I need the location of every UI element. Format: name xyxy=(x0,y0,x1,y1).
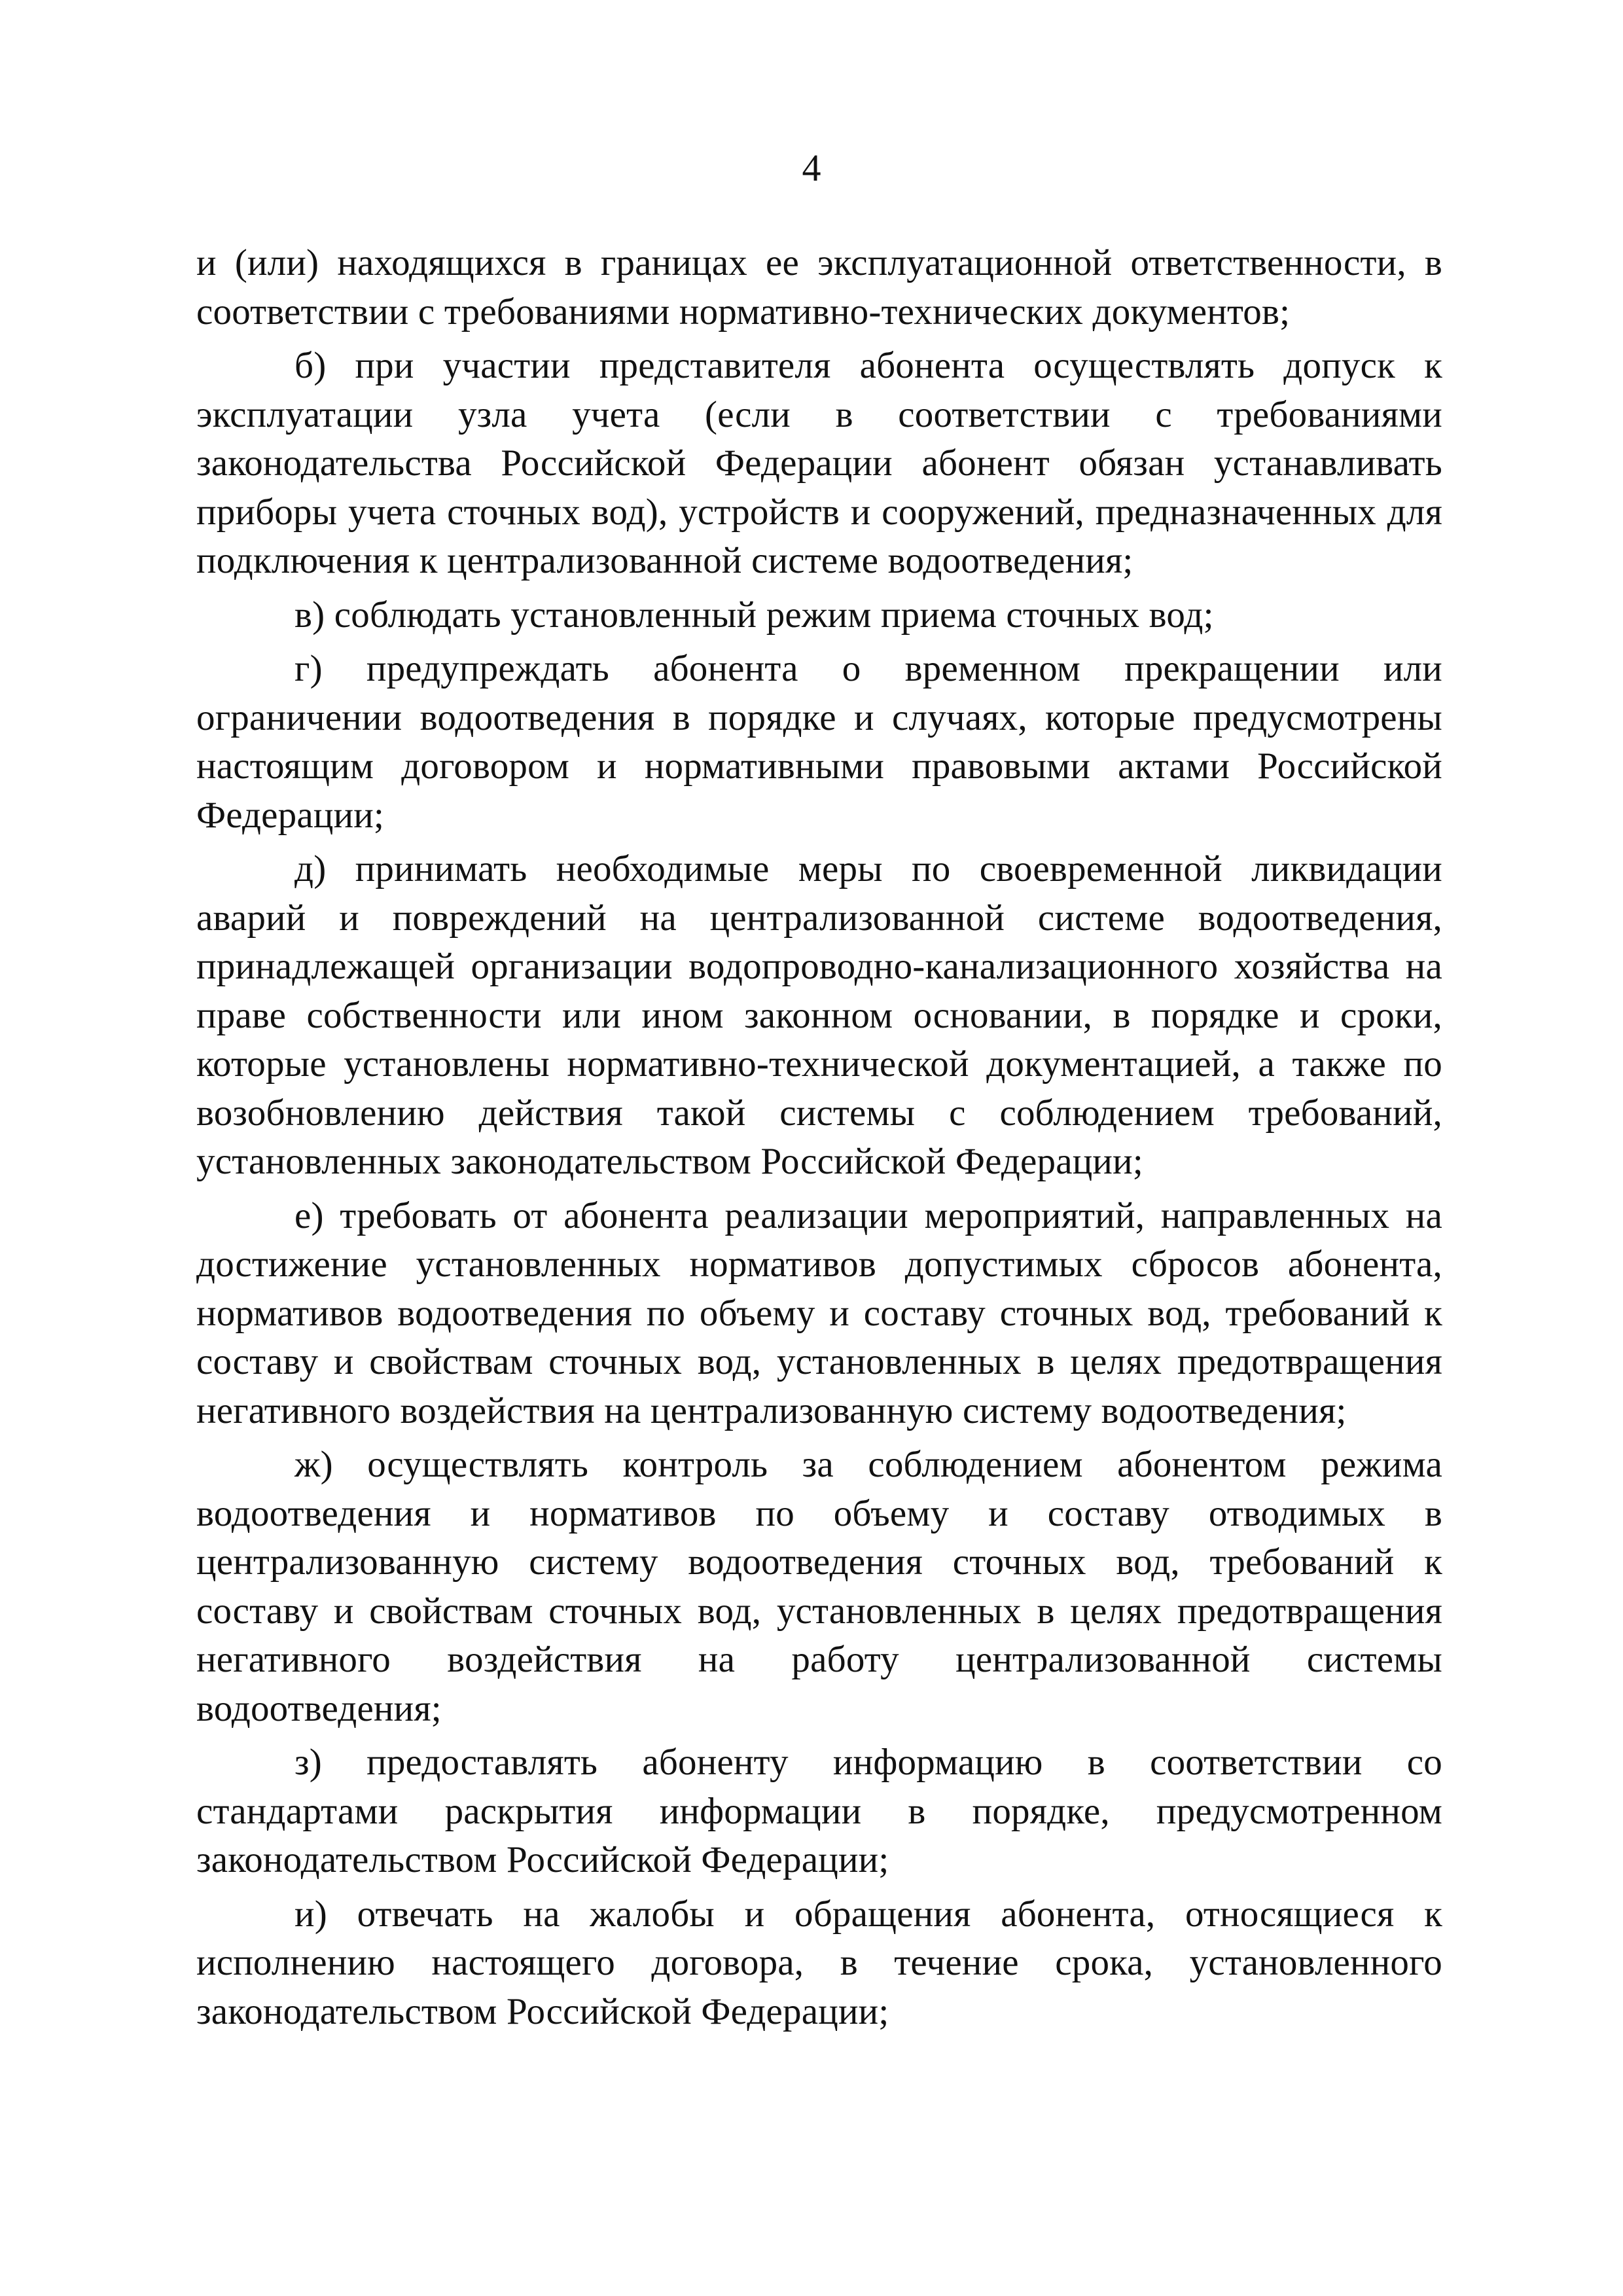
paragraph-item-d: д) принимать необходимые меры по своевременной ликвидации аварий и повреждений на централизованной системе водоотведения, принадлежащей организации водопроводно-канализационного хозяйства на праве собственности или ином законном основании, в порядке и сроки, которые установлены нормативно-технической документацией, а также по возобновлению действия такой системы с соблюдением требований, установленных законодательством Российской Федерации; xyxy=(196,848,1442,1182)
paragraph-item-v: в) соблюдать установленный режим приема сточных вод; xyxy=(294,594,1214,636)
paragraph-item-e: е) требовать от абонента реализации мероприятий, направленных на достижение установленных нормативов допустимых сбросов абонента, нормативов водоотведения по объему и составу сточных вод, требований к составу и свойствам сточных вод, установленных в целях предотвращения негативного воздействия на централизованную систему водоотведения; xyxy=(196,1194,1442,1431)
paragraph-item-b: б) при участии представителя абонента осуществлять допуск к эксплуатации узла учета (если в соответствии с требованиями законодательства Российской Федерации абонент обязан устанавливать приборы учета сточных вод), устройств и сооружений, предназначенных для подключения к централизованной системе водоотведения; xyxy=(196,345,1442,581)
page-number: 4 xyxy=(802,147,821,189)
paragraph-item-zh: ж) осуществлять контроль за соблюдением абонентом режима водоотведения и нормативов по объему и составу отводимых в централизованную систему водоотведения сточных вод, требований к составу и свойствам сточных вод, установленных в целях предотвращения негативного воздействия на работу централизованной системы водоотведения; xyxy=(196,1444,1442,1729)
paragraph-item-i: и) отвечать на жалобы и обращения абонента, относящиеся к исполнению настоящего договора, в течение срока, установленного законодательством Российской Федерации; xyxy=(196,1893,1442,2032)
document-body xyxy=(196,239,1442,2041)
paragraph-continuation: и (или) находящихся в границах ее эксплуатационной ответственности, в соответствии с требованиями нормативно-технических документов; xyxy=(196,242,1442,332)
paragraph-item-z: з) предоставлять абоненту информацию в соответствии со стандартами раскрытия информации в порядке, предусмотренном законодательством Российской Федерации; xyxy=(196,1742,1442,1880)
paragraph-item-g: г) предупреждать абонента о временном прекращении или ограничении водоотведения в порядке и случаях, которые предусмотрены настоящим договором и нормативными правовыми актами Российской Федерации; xyxy=(196,648,1442,836)
